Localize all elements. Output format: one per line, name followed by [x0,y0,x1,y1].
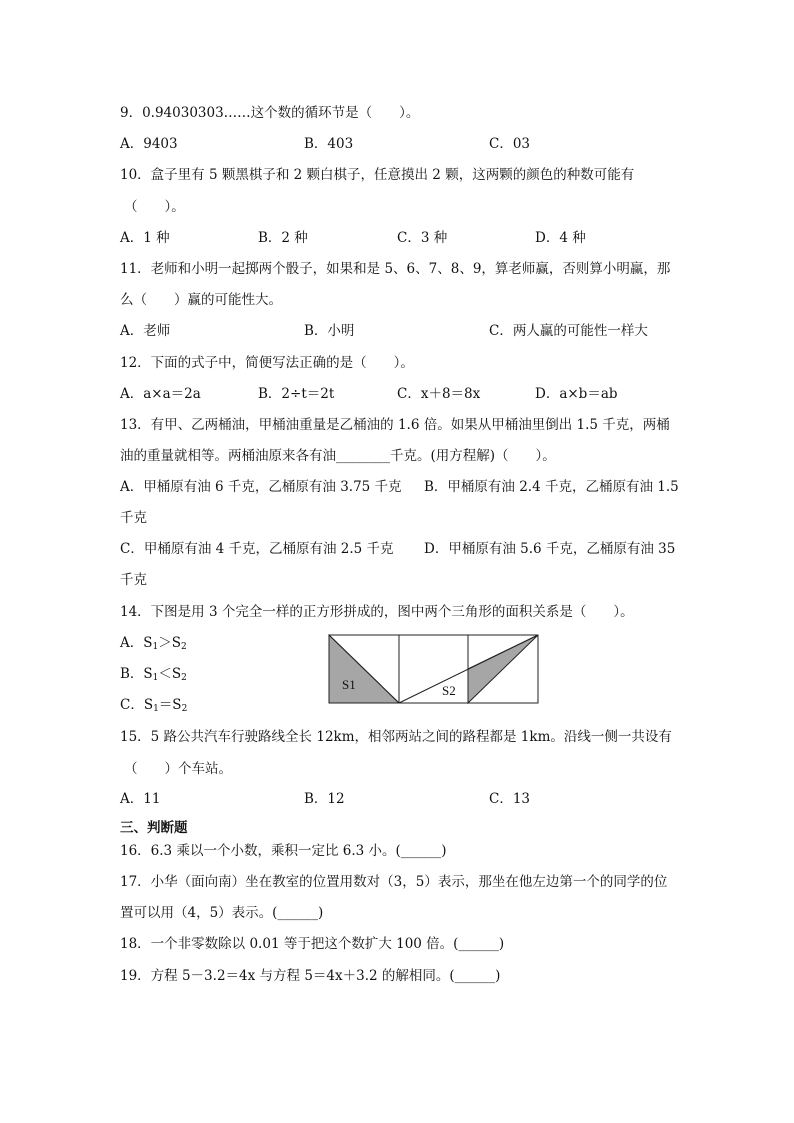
q14-option-a[interactable]: A．$S_1>S_2$ [120,635,187,652]
q9-stem: 9．0.94030303……这个数的循环节是（ ）。 [120,105,420,121]
q11-option-c[interactable]: C．两人赢的可能性一样大 [489,323,648,339]
q9-option-c[interactable]: C．03 [489,136,531,152]
q12-option-b[interactable]: B．2÷t＝2t [258,386,335,402]
q13-option-b-cont: 千克 [120,510,147,526]
q11-option-b[interactable]: B．小明 [304,323,355,339]
q17-stem-line1: 17．小华（面向南）坐在教室的位置用数对（3，5）表示，那坐在他左边第一个的同学的位 [120,874,668,890]
q13-stem-line1: 13．有甲、乙两桶油，甲桶油重量是乙桶油的 1.6 倍。如果从甲桶油里倒出 1.5 千克，两桶 [120,417,670,433]
q11-stem-line2: 么（ ）赢的可能性大。 [120,292,282,308]
q15-option-a[interactable]: A．11 [120,791,161,807]
section-title-judgment: 三、判断题 [120,820,188,836]
q10-option-c[interactable]: C．3 种 [397,230,448,246]
q13-option-d-cont: 千克 [120,572,147,588]
q10-option-b[interactable]: B．2 种 [258,230,308,246]
q12-option-d[interactable]: D．a×b＝ab [535,386,618,402]
q15-stem-line2: （ ）个车站。 [124,761,232,777]
q14-option-c[interactable]: C．$S_1=S_2$ [120,697,188,714]
square-2 [399,635,468,703]
q15-option-c[interactable]: C．13 [489,791,531,807]
q13-stem-line2: 油的重量就相等。两桶油原来各有油________千克。(用方程解)（ ）。 [120,448,556,464]
q16-stem: 16．6.3 乘以一个小数，乘积一定比 6.3 小。(______) [120,843,447,859]
q10-stem-line2: （ ）。 [124,199,185,215]
q10-option-a[interactable]: A．1 种 [120,230,170,246]
q12-stem: 12．下面的式子中，简便写法正确的是（ ）。 [120,355,414,371]
q18-stem: 18．一个非零数除以 0.01 等于把这个数扩大 100 倍。(______) [120,936,505,952]
q12-option-c[interactable]: C．x＋8＝8x [397,386,481,402]
q13-option-a[interactable]: A．甲桶原有油 6 千克，乙桶原有油 3.75 千克 [120,479,402,495]
label-s2: S2 [442,683,456,698]
q11-option-a[interactable]: A．老师 [120,323,171,339]
q15-stem-line1: 15．5 路公共汽车行驶路线全长 12km，相邻两站之间的路程都是 1km。沿线一侧一共设有 [120,729,672,745]
q9-option-a[interactable]: A．9403 [120,136,178,152]
q14-option-b[interactable]: B．$S_1<S_2$ [120,666,187,683]
q14-stem: 14．下图是用 3 个完全一样的正方形拼成的，图中两个三角形的面积关系是（ ）。 [120,604,634,620]
q13-option-d[interactable]: D．甲桶原有油 5.6 千克，乙桶原有油 35 [424,541,676,557]
q17-stem-line2: 置可以用（4，5）表示。(______) [120,905,324,921]
q9-option-b[interactable]: B．403 [304,136,354,152]
q11-stem-line1: 11．老师和小明一起掷两个骰子，如果和是 5、6、7、8、9，算老师赢，否则算小明赢，那 [120,261,671,277]
q15-option-b[interactable]: B．12 [304,791,345,807]
triangle-s2 [468,635,538,703]
q12-option-a[interactable]: A．a×a＝2a [120,386,201,402]
q10-stem-line1: 10．盒子里有 5 颗黑棋子和 2 颗白棋子，任意摸出 2 颗，这两颗的颜色的种数可能有 [120,167,635,183]
q10-option-d[interactable]: D．4 种 [535,230,586,246]
q13-option-c[interactable]: C．甲桶原有油 4 千克，乙桶原有油 2.5 千克 [120,541,394,557]
q19-stem: 19．方程 5－3.2＝4x 与方程 5＝4x＋3.2 的解相同。(______) [120,968,501,984]
three-squares-figure [328,634,540,704]
q13-option-b[interactable]: B．甲桶原有油 2.4 千克，乙桶原有油 1.5 [424,479,679,495]
label-s1: S1 [342,677,356,692]
